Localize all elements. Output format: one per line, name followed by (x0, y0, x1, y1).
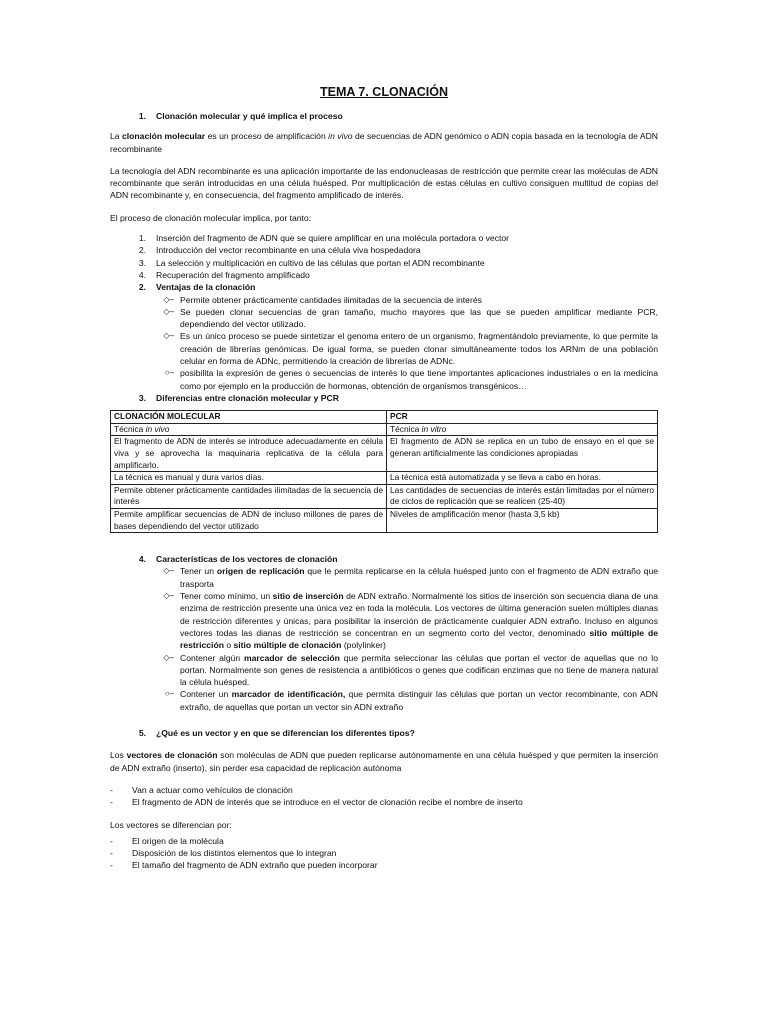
bold-term: sitio de inserción (272, 591, 344, 602)
table-cell: El fragmento de ADN se replica en un tubo de ensayo en el que se generan artificialmente las condiciones apropiadas (387, 436, 658, 472)
list-item (110, 590, 658, 651)
section-title: Ventajas de la clonación (156, 282, 256, 293)
section-title: Diferencias entre clonación molecular y PCR (156, 392, 339, 403)
table-cell: Permite amplificar secuencias de ADN de incluso millones de pares de bases dependiendo del vector utilizado (111, 508, 387, 532)
table-cell: Niveles de amplificación menor (hasta 3,5 kb) (387, 508, 658, 532)
paragraph-definition (110, 130, 658, 155)
paragraph-vector-differences: Los vectores se diferencian por: (110, 819, 232, 830)
dash-marker: - (110, 835, 113, 846)
list-text: El tamaño del fragmento de ADN extraño que pueden incorporar (132, 860, 378, 871)
text-run: Los (110, 750, 127, 761)
list-text: Recuperación del fragmento amplificado (156, 269, 310, 280)
table-cell: El fragmento de ADN de interés se introduce adecuadamente en célula viva y se aprovecha la maquinaria replicativa de la célula para amplificarlo. (111, 436, 387, 472)
paragraph-process-intro: El proceso de clonación molecular implica, por tanto: (110, 212, 312, 223)
section-number: 2. (138, 282, 146, 293)
characteristics-list (110, 565, 658, 713)
text-run: que permita seleccionar las células que portan el vector de aquellas que no lo portan. Normalmente son genes de resistencia a antibióticos o genes que codifican enzimas que no tiene de manera natural la célula huésped. (180, 652, 658, 688)
text-run: de ADN extraño. Normalmente los sitios de inserción son secuencia diana de una enzima de restricción presente una única vez en toda la molécula. Los vectores de última generación suelen múltiples dianas de restricción diferentes y únicas, para posibilitar la inserción de prácticamente cualquier ADN extraño. Incluso en algunos vectores todas las dianas de restricción se concentran en un segmento corto del vector, denominado (180, 591, 658, 638)
bold-term: marcador de selección (243, 652, 340, 663)
section-heading-3 (110, 392, 658, 404)
list-text: Disposición de los distintos elementos que lo integran (132, 848, 337, 859)
text-run: Tener un (180, 566, 217, 577)
text-run: que le permita replicarse en la célula huésped junto con el fragmento de ADN extraño que trasporta (180, 566, 659, 589)
list-item (110, 330, 658, 367)
text-run: Técnica (114, 423, 146, 434)
list-text: El origen de la molécula (132, 835, 224, 846)
text-run: son moléculas de ADN que pueden replicarse autónomamente en una célula huésped y que permiten la inserción de ADN extraño (inserto), sin perder esa capacidad de replicación autónoma (110, 750, 658, 773)
bold-term: clonación molecular (122, 131, 206, 142)
list-item (110, 859, 658, 871)
list-item (110, 257, 658, 269)
list-text: Permite obtener prácticamente cantidades ilimitadas de la secuencia de interés (180, 294, 482, 305)
list-text: Se pueden clonar secuencias de gran tamaño, mucho mayores que las que se pueden amplificar mediante PCR, dependiendo del vector utilizado. (180, 306, 658, 330)
table-row (111, 484, 658, 508)
list-number: 1. (138, 233, 146, 244)
section-number: 5. (138, 728, 146, 739)
list-text (180, 688, 658, 713)
dash-marker: - (110, 797, 113, 808)
section-number: 4. (138, 554, 146, 565)
list-item (110, 565, 658, 590)
dash-marker: - (110, 784, 113, 795)
list-item (110, 306, 658, 331)
section-heading-2 (110, 281, 658, 293)
paragraph-recombinant-tech: La tecnología del ADN recombinante es una aplicación importante de las endonucleasas de restricción que permite crear las moléculas de ADN recombinante que serán introducidas en una célula huésped. Por multiplicación de estas células en cultivo consiguen multitud de copias del ADN recombinante y, en consecuencia, del fragmento amplificado de interés. (110, 165, 658, 201)
table-row (111, 436, 658, 472)
list-item (110, 652, 658, 689)
section-title: ¿Qué es un vector y en que se diferencian los diferentes tipos? (156, 728, 415, 739)
table-cell: La técnica es manual y dura varios días. (111, 472, 387, 485)
table-cell (111, 423, 387, 436)
list-text: Introducción del vector recombinante en una célula viva hospedadora (156, 245, 421, 256)
bold-term: origen de replicación (216, 566, 305, 577)
list-text: La selección y multiplicación en cultivo de las células que portan el ADN recombinante (156, 257, 485, 268)
list-item (110, 835, 658, 847)
list-text: Inserción del fragmento de ADN que se quiere amplificar en una molécula portadora o vector (156, 233, 510, 244)
text-run: que permita distinguir las células que portan un vector recombinante, con ADN extraño, de aquellas que portan un vector sin ADN extraño (180, 689, 658, 712)
list-text (180, 565, 658, 590)
bullet-marker: ◇– (163, 591, 174, 601)
section-title: Clonación molecular y qué implica el proceso (156, 111, 343, 121)
section-heading-5 (110, 727, 658, 739)
table-row (111, 508, 658, 532)
dash-marker: - (110, 860, 113, 871)
section-heading-4 (110, 553, 658, 565)
text-run: (polylinker) (341, 640, 386, 651)
table-header-cell: PCR (387, 411, 658, 424)
text-run: La (110, 131, 122, 142)
list-item (110, 796, 658, 808)
table-cell: Permite obtener prácticamente cantidades ilimitadas de la secuencia de interés (111, 484, 387, 508)
text-run: es un proceso de amplificación (205, 131, 329, 142)
text-run: Contener un (180, 689, 232, 700)
list-item (110, 688, 658, 713)
table-cell: Las cantidades de secuencias de interés están limitadas por el número de ciclos de replicación que se realicen (25-40) (387, 484, 658, 508)
section-heading-1 (110, 110, 658, 122)
list-text (180, 590, 658, 651)
dash-marker: - (110, 848, 113, 859)
comparison-table (110, 410, 658, 533)
list-text: Van a actuar como vehículos de clonación (132, 784, 293, 795)
section-number: 1. (138, 111, 146, 121)
bold-term: marcador de identificación, (231, 689, 346, 700)
section-title: Características de los vectores de clonación (156, 554, 338, 565)
advantages-list (110, 294, 658, 392)
list-number: 3. (138, 257, 146, 268)
bullet-marker: ◇– (163, 294, 174, 304)
list-item (110, 232, 658, 244)
text-run: Técnica (390, 423, 422, 434)
process-steps-list (110, 232, 658, 293)
bullet-marker: ○– (164, 689, 174, 699)
list-number: 4. (138, 269, 146, 280)
italic-term: in vivo (145, 423, 170, 434)
italic-term: in vivo (328, 131, 353, 142)
list-text: El fragmento de ADN de interés que se introduce en el vector de clonación recibe el nombre de inserto (132, 797, 523, 808)
table-row (111, 472, 658, 485)
section-number: 3. (138, 392, 146, 403)
bullet-marker: ◇– (163, 566, 174, 576)
table-header-row (111, 411, 658, 424)
list-item (110, 367, 658, 392)
list-item (110, 294, 658, 306)
bold-term: sitio múltiple de restricción (180, 627, 658, 651)
list-text (180, 652, 658, 689)
table-cell: La técnica está automatizada y se lleva a cabo en horas. (387, 472, 658, 485)
list-text: Es un único proceso se puede sintetizar el genoma entero de un organismo, fragmentándolo previamente, lo que permite la creación de librerías genómicas. De igual forma, se pueden clonar simultáneamente todos los ARNm de una población celular en forma de ADNc, permitiendo la creación de librerías de ADNc. (180, 331, 658, 367)
list-item (110, 847, 658, 859)
vector-differences-list (110, 835, 658, 872)
italic-term: in vitro (421, 423, 447, 434)
table-row (111, 423, 658, 436)
bold-term: sitio múltiple de clonación (233, 640, 342, 651)
vector-roles-list (110, 784, 658, 809)
list-item (110, 244, 658, 256)
text-run: de secuencias de ADN genómico o ADN copia basada en la tecnología de ADN recombinante (110, 131, 658, 154)
document-title: TEMA 7. CLONACIÓN (319, 85, 448, 99)
bold-term: vectores de clonación (126, 750, 218, 761)
list-item (110, 269, 658, 281)
text-run: Contener algún (180, 652, 244, 663)
list-text: posibilita la expresión de genes o secuencias de interés lo que tiene importantes aplicaciones industriales o en la medicina como por ejemplo en la producción de hormonas, obtención de organismos transgénicos… (180, 368, 658, 391)
text-run: Tener como mínimo, un (180, 591, 273, 602)
text-run: o (223, 640, 234, 651)
bullet-marker: ◇– (163, 652, 174, 662)
paragraph-vector-definition (110, 749, 658, 774)
list-item (110, 784, 658, 796)
document-page (110, 84, 658, 872)
bullet-marker: ◇– (163, 306, 174, 316)
list-number: 2. (138, 245, 146, 256)
table-cell (387, 423, 658, 436)
bullet-marker: ○– (164, 368, 174, 378)
bullet-marker: ◇– (163, 331, 174, 341)
table-header-cell: CLONACIÓN MOLECULAR (111, 411, 387, 424)
